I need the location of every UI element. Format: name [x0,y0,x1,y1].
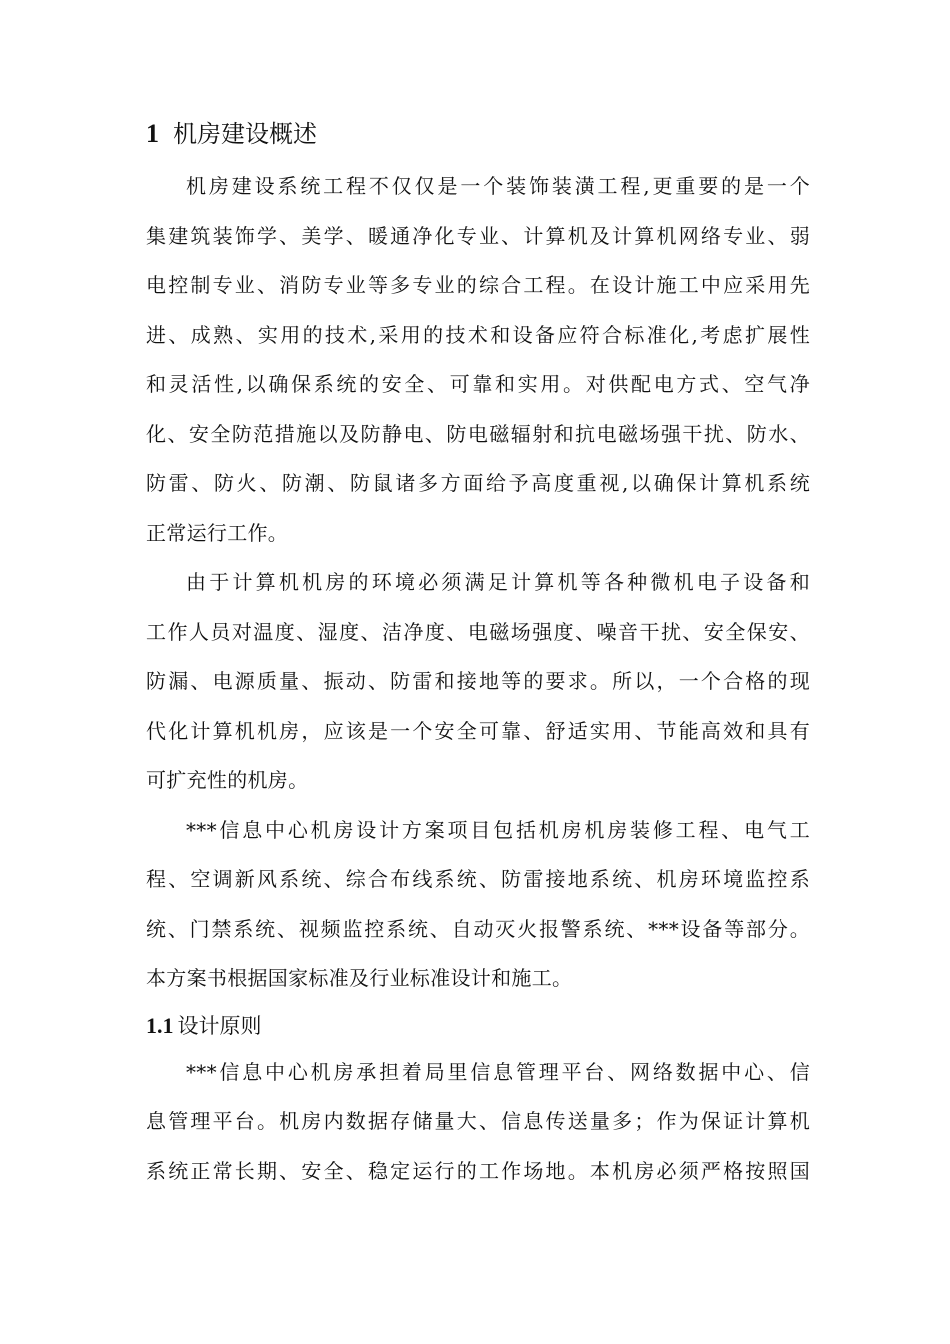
paragraph-line: 由于计算机机房的环境必须满足计算机等各种微机电子设备和 [186,570,810,594]
paragraph-line: 代化计算机机房，应该是一个安全可靠、舒适实用、节能高效和具有 [146,718,810,743]
section-number: 1.1 [146,1012,174,1038]
paragraph-line: 进、成熟、实用的技术,采用的技术和设备应符合标准化,考虑扩展性 [146,322,810,347]
paragraph-line: 统、门禁系统、视频监控系统、自动灭火报警系统、***设备等部分。 [146,916,810,941]
paragraph-line: 防雷、防火、防潮、防鼠诸多方面给予高度重视,以确保计算机系统 [146,471,810,495]
section-heading-1 [146,112,810,156]
paragraph-overview-2 [146,558,810,806]
document-body [146,112,810,1196]
paragraph-line: 本方案书根据国家标准及行业标准设计和施工。 [146,966,573,990]
paragraph-line: 正常运行工作。 [146,520,289,545]
paragraph-line: 集建筑装饰学、美学、暖通净化专业、计算机及计算机网络专业、弱 [146,223,810,248]
section-heading-1-1 [146,1004,810,1048]
section-title: 设计原则 [177,1013,262,1038]
paragraph-line: 机房建设系统工程不仅仅是一个装饰装潢工程,更重要的是一个 [186,174,810,198]
paragraph-line: 可扩充性的机房。 [146,768,309,792]
paragraph-overview-1 [146,162,810,558]
paragraph-line: 系统正常长期、安全、稳定运行的工作场地。本机房必须严格按照国 [146,1158,810,1183]
paragraph-design-principles [146,1048,810,1197]
paragraph-line: 息管理平台。机房内数据存储量大、信息传送量多；作为保证计算机 [146,1109,810,1133]
paragraph-line: 电控制专业、消防专业等多专业的综合工程。在设计施工中应采用先 [146,273,810,297]
paragraph-line: ***信息中心机房承担着局里信息管理平台、网络数据中心、信 [186,1059,810,1084]
paragraph-line: 化、安全防范措施以及防静电、防电磁辐射和抗电磁场强干扰、防水、 [146,421,810,446]
section-title: 机房建设概述 [173,120,317,148]
paragraph-line: 程、空调新风系统、综合布线系统、防雷接地系统、机房环境监控系 [146,867,810,891]
section-number: 1 [146,119,159,148]
paragraph-line: 工作人员对温度、湿度、洁净度、电磁场强度、噪音干扰、安全保安、 [146,619,810,644]
paragraph-line: ***信息中心机房设计方案项目包括机房机房装修工程、电气工 [186,817,810,842]
paragraph-overview-3 [146,806,810,1004]
paragraph-line: 防漏、电源质量、振动、防雷和接地等的要求。所以，一个合格的现 [146,669,810,693]
paragraph-line: 和灵活性,以确保系统的安全、可靠和实用。对供配电方式、空气净 [146,372,810,396]
